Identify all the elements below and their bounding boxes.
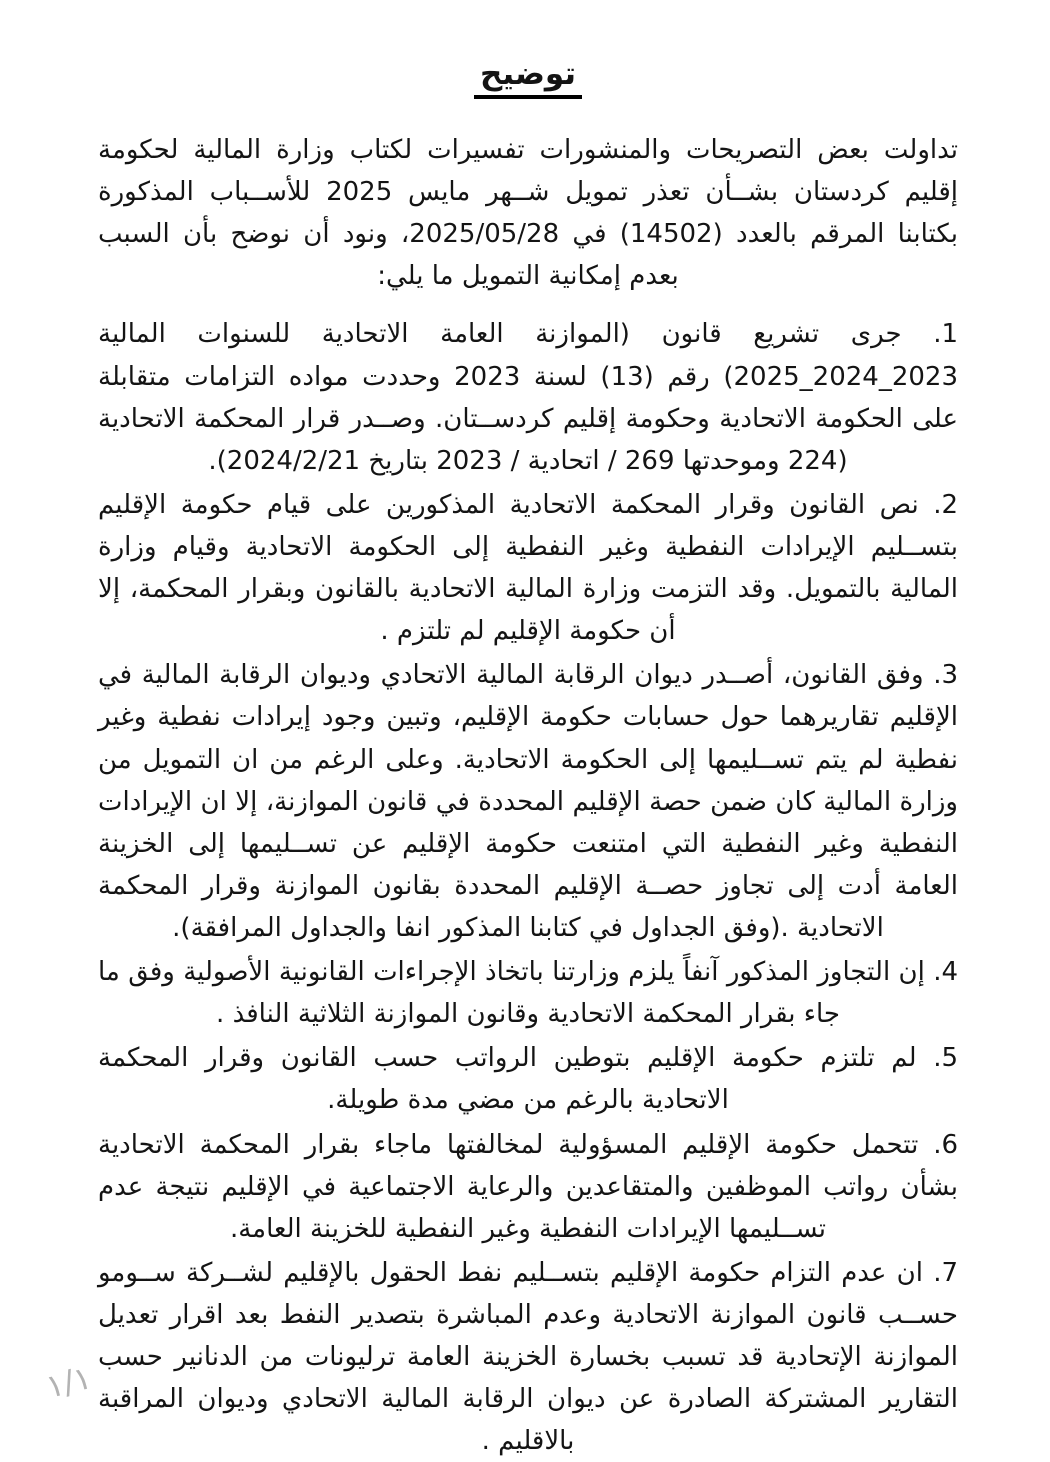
list-item — [98, 1252, 958, 1462]
intro-paragraph: تداولت بعض التصريحات والمنشورات تفسيرات لكتاب وزارة المالية لحكومة إقليم كردستان بشــأن تعذر تمويل شــهر مايس 2025 للأســباب المذكورة بكتابنا المرقم بالعدد (14502) في 2025/05/28، ونود أن نوضح بأن السبب بعدم إمكانية التمويل ما يلي: — [98, 135, 958, 292]
item-text: لم تلتزم حكومة الإقليم بتوطين الرواتب حسب القانون وقرار المحكمة الاتحادية بالرغم من مضي مدة طويلة. — [98, 1043, 917, 1116]
item-text: إن التجاوز المذكور آنفاً يلزم وزارتنا باتخاذ الإجراءات القانونية الأصولية وفق ما جاء بقرار المحكمة الاتحادية وقانون الموازنة الثلاثية النافذ . — [98, 957, 925, 1030]
item-number: 4. — [933, 957, 959, 988]
list-item — [98, 654, 958, 949]
item-text: ان عدم التزام حكومة الإقليم بتســليم نفط الحقول بالإقليم لشــركة ســومو حســب قانون الموازنة الاتحادية وعدم المباشرة بتصدير النفط بعد اقرار تعديل الموازنة الإتحادية قد تسبب بخسارة الخزينة العامة ترليونات من الدنانير حسب التقارير المشتركة الصادرة عن ديوان الرقابة المالية الاتحادي وديوان المراقبة بالاقليم . — [98, 1257, 958, 1457]
title-row — [98, 56, 958, 99]
item-number: 3. — [933, 660, 959, 691]
list-item — [98, 484, 958, 652]
item-number: 5. — [933, 1043, 959, 1074]
item-text: نص القانون وقرار المحكمة الاتحادية المذكورين على قيام حكومة الإقليم بتســليم الإيرادات النفطية وغير النفطية إلى الحكومة الاتحادية وقيام وزارة المالية بالتمويل. وقد التزمت وزارة المالية الاتحادية بالقانون وبقرار المحكمة، إلا أن حكومة الإقليم لم تلتزم . — [98, 489, 958, 647]
item-number: 2. — [933, 489, 959, 520]
page-number: ١/١ — [42, 1358, 96, 1406]
item-number: 6. — [933, 1129, 959, 1160]
item-text: تتحمل حكومة الإقليم المسؤولية لمخالفتها ماجاء بقرار المحكمة الاتحادية بشأن رواتب الموظفين والمتقاعدين والرعاية الاجتماعية في الإقليم نتيجة عدم تســليمها الإيرادات النفطية وغير النفطية للخزينة العامة. — [98, 1129, 958, 1244]
item-text: وفق القانون، أصــدر ديوان الرقابة المالية الاتحادي وديوان الرقابة المالية في الإقليم تقاريرهما حول حسابات حكومة الإقليم، وتبين وجود إيرادات نفطية وغير نفطية لم يتم تســليمها إلى الحكومة الاتحادية. وعلى الرغم من ان التمويل من وزارة المالية كان ضمن حصة الإقليم المحددة في قانون الموازنة، إلا ان الإيرادات النفطية وغير النفطية التي امتنعت حكومة الإقليم عن تســليمها إلى الخزينة العامة أدت إلى تجاوز حصــة الإقليم المحددة بقانون الموازنة وقرار المحكمة الاتحادية .(وفق الجداول في كتابنا المذكور انفا والجداول المرافقة). — [98, 660, 958, 943]
list-item — [98, 951, 958, 1035]
page-title: توضيح — [474, 56, 582, 99]
list-item — [98, 1037, 958, 1121]
item-number: 1. — [933, 319, 959, 350]
list-item — [98, 313, 958, 481]
clarification-list — [98, 313, 958, 1462]
list-item — [98, 1124, 958, 1250]
item-text: جرى تشريع قانون (الموازنة العامة الاتحادية للسنوات المالية 2023_2024_2025) رقم (13) لسنة 2023 وحددت مواده التزامات متقابلة على الحكومة الاتحادية وحكومة إقليم كردســتان. وصــدر قرار المحكمة الاتحادية (224 وموحدتها 269 / اتحادية / 2023 بتاريخ 2024/2/21). — [98, 319, 959, 476]
item-number: 7. — [933, 1257, 959, 1288]
